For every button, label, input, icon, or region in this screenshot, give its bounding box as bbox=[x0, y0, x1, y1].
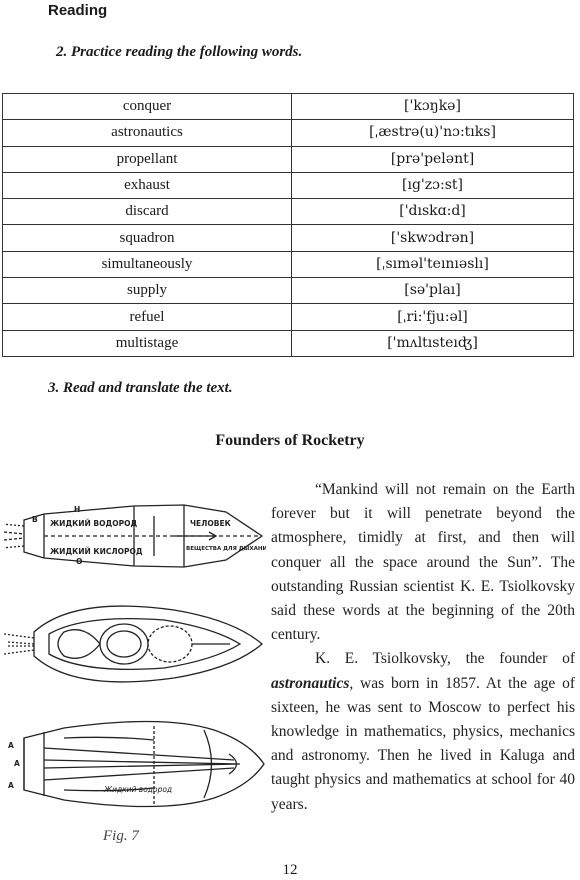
vocab-transcription: [ˌsıməl'teınıəslı] bbox=[292, 251, 574, 277]
vocab-row bbox=[3, 251, 574, 277]
label-h: H bbox=[74, 505, 81, 514]
vocab-word: propellant bbox=[3, 146, 292, 172]
vocab-word: multistage bbox=[3, 330, 292, 356]
rocket-figure bbox=[4, 492, 266, 822]
label-human: ЧЕЛОВЕК bbox=[190, 519, 231, 528]
label-hydrogen-3: Жидкий водород bbox=[104, 785, 173, 794]
vocab-row bbox=[3, 120, 574, 146]
label-oxygen: ЖИДКИЙ КИСЛОРОД bbox=[50, 547, 143, 556]
vocab-word: simultaneously bbox=[3, 251, 292, 277]
label-a3: A bbox=[8, 781, 14, 790]
vocab-transcription: ['dıskɑ:d] bbox=[292, 199, 574, 225]
vocab-word: astronautics bbox=[3, 120, 292, 146]
vocab-word: squadron bbox=[3, 225, 292, 251]
article-text bbox=[271, 478, 575, 817]
vocab-transcription: ['kɔŋkə] bbox=[292, 94, 574, 120]
vocab-word: supply bbox=[3, 278, 292, 304]
task-3-heading: 3. Read and translate the text. bbox=[48, 380, 233, 396]
rocket-drawings bbox=[4, 492, 266, 822]
vocabulary-table bbox=[2, 93, 574, 357]
vocab-transcription: [prə'pelənt] bbox=[292, 146, 574, 172]
vocab-row bbox=[3, 146, 574, 172]
label-a2: A bbox=[14, 759, 20, 768]
vocab-word: exhaust bbox=[3, 172, 292, 198]
rocket-sketch-2 bbox=[4, 606, 262, 682]
vocab-row bbox=[3, 278, 574, 304]
label-hydrogen: ЖИДКИЙ ВОДОРОД bbox=[50, 519, 138, 528]
label-o: O bbox=[76, 557, 83, 566]
vocab-word: refuel bbox=[3, 304, 292, 330]
paragraph-1: “Mankind will not remain on the Earth forever but it will penetrate beyond the atmosphere, timidly at first, and then will conquer all the space around the Sun”. The outstanding Russian scientist K. E. Tsiolkovsky said these words at the beginning of the 20th century. bbox=[271, 481, 575, 644]
paragraph-2 bbox=[271, 647, 575, 816]
label-b: B bbox=[32, 515, 38, 524]
task-2-heading: 2. Practice reading the following words. bbox=[56, 44, 303, 60]
vocab-transcription: [sə'plaı] bbox=[292, 278, 574, 304]
vocab-transcription: [ˌri:'fju:əl] bbox=[292, 304, 574, 330]
vocab-row bbox=[3, 199, 574, 225]
vocab-row bbox=[3, 304, 574, 330]
vocab-row bbox=[3, 172, 574, 198]
vocab-transcription: ['mʌltısteıʤ] bbox=[292, 330, 574, 356]
vocab-word: conquer bbox=[3, 94, 292, 120]
vocab-row bbox=[3, 225, 574, 251]
label-a1: A bbox=[8, 741, 14, 750]
rocket-sketch-1 bbox=[4, 505, 262, 567]
vocab-transcription: ['skwɔdrən] bbox=[292, 225, 574, 251]
vocab-row bbox=[3, 330, 574, 356]
paragraph-2-end: , was born in 1857. At the age of sixteen, he was sent to Moscow to perfect his knowledge in mathematics, physics, mechanics and astronomy. Then he lived in Kaluga and taught physics and mathematics at school for 40 years. bbox=[271, 674, 575, 813]
astronautics-term: astronautics bbox=[271, 674, 350, 692]
figure-caption: Fig. 7 bbox=[103, 828, 139, 844]
vocab-word: discard bbox=[3, 199, 292, 225]
page-number: 12 bbox=[282, 862, 298, 878]
paragraph-2-start: K. E. Tsiolkovsky, the founder of bbox=[315, 650, 575, 668]
section-heading: Reading bbox=[48, 2, 108, 19]
vocab-row bbox=[3, 94, 574, 120]
label-supplies: ВЕЩЕСТВА ДЛЯ ДЫХАНИЯ bbox=[186, 546, 266, 552]
vocab-transcription: [ˌæstrə(u)'nɔ:tıks] bbox=[292, 120, 574, 146]
text-title: Founders of Rocketry bbox=[215, 432, 365, 449]
vocab-transcription: [ıg'zɔ:st] bbox=[292, 172, 574, 198]
